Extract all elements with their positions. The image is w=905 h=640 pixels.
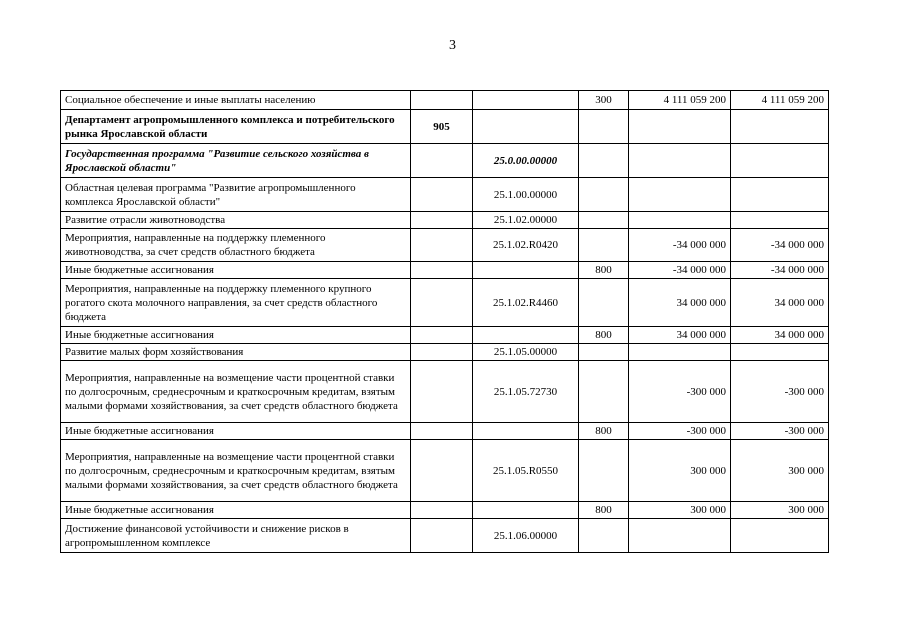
row-sum-2: 300 000 <box>731 440 829 502</box>
table-row <box>61 144 829 178</box>
row-dept-code: 905 <box>411 110 473 144</box>
row-expense-type <box>579 279 629 327</box>
row-expense-type <box>579 344 629 361</box>
row-sum-2: -300 000 <box>731 423 829 440</box>
row-name: Департамент агропромышленного комплекса и потребительского рынка Ярославской области <box>61 110 411 144</box>
row-sum-2 <box>731 110 829 144</box>
row-target-code: 25.1.00.00000 <box>473 178 579 212</box>
row-name: Мероприятия, направленные на возмещение части процентной ставки по долгосрочным, среднесрочным и краткосрочным кредитам, взятым малыми формами хозяйствования, за счет средств областного бюджета <box>61 361 411 423</box>
row-target-code: 25.1.02.R0420 <box>473 229 579 262</box>
row-sum-1: -300 000 <box>629 361 731 423</box>
row-name: Мероприятия, направленные на поддержку племенного животноводства, за счет средств областного бюджета <box>61 229 411 262</box>
row-sum-1: 34 000 000 <box>629 279 731 327</box>
row-sum-1: 34 000 000 <box>629 327 731 344</box>
row-sum-2: 300 000 <box>731 502 829 519</box>
row-sum-2 <box>731 519 829 553</box>
row-sum-2 <box>731 344 829 361</box>
row-name: Мероприятия, направленные на возмещение части процентной ставки по долгосрочным, среднесрочным и краткосрочным кредитам, взятым малыми формами хозяйствования, за счет средств областного бюджета <box>61 440 411 502</box>
table-row <box>61 440 829 502</box>
row-sum-2 <box>731 212 829 229</box>
table-row <box>61 110 829 144</box>
row-expense-type: 800 <box>579 502 629 519</box>
row-name: Мероприятия, направленные на поддержку племенного крупного рогатого скота молочного направления, за счет средств областного бюджета <box>61 279 411 327</box>
page-number: 3 <box>449 38 456 53</box>
row-sum-2: 4 111 059 200 <box>731 91 829 110</box>
row-expense-type <box>579 361 629 423</box>
row-name: Иные бюджетные ассигнования <box>61 262 411 279</box>
row-dept-code <box>411 144 473 178</box>
row-dept-code <box>411 502 473 519</box>
table-row <box>61 327 829 344</box>
row-dept-code <box>411 361 473 423</box>
row-target-code <box>473 423 579 440</box>
row-expense-type <box>579 519 629 553</box>
budget-table <box>60 90 829 553</box>
row-sum-1: -300 000 <box>629 423 731 440</box>
row-sum-1 <box>629 178 731 212</box>
row-sum-1 <box>629 344 731 361</box>
table-row <box>61 361 829 423</box>
row-dept-code <box>411 178 473 212</box>
row-sum-1 <box>629 144 731 178</box>
row-name: Развитие малых форм хозяйствования <box>61 344 411 361</box>
row-dept-code <box>411 344 473 361</box>
row-sum-2: -34 000 000 <box>731 229 829 262</box>
row-sum-1: -34 000 000 <box>629 229 731 262</box>
row-dept-code <box>411 91 473 110</box>
row-dept-code <box>411 327 473 344</box>
table-row <box>61 423 829 440</box>
row-name: Государственная программа "Развитие сельского хозяйства в Ярославской области" <box>61 144 411 178</box>
table-row <box>61 262 829 279</box>
row-target-code <box>473 110 579 144</box>
row-sum-1: 300 000 <box>629 502 731 519</box>
row-target-code: 25.1.05.00000 <box>473 344 579 361</box>
table-row <box>61 91 829 110</box>
table-row <box>61 212 829 229</box>
row-name: Иные бюджетные ассигнования <box>61 502 411 519</box>
row-target-code: 25.1.05.R0550 <box>473 440 579 502</box>
row-target-code: 25.0.00.00000 <box>473 144 579 178</box>
row-sum-1 <box>629 519 731 553</box>
table-row <box>61 178 829 212</box>
row-target-code: 25.1.06.00000 <box>473 519 579 553</box>
row-target-code <box>473 262 579 279</box>
row-name: Социальное обеспечение и иные выплаты населению <box>61 91 411 110</box>
row-dept-code <box>411 519 473 553</box>
row-name: Иные бюджетные ассигнования <box>61 327 411 344</box>
row-dept-code <box>411 262 473 279</box>
row-name: Иные бюджетные ассигнования <box>61 423 411 440</box>
row-expense-type: 300 <box>579 91 629 110</box>
row-sum-2: 34 000 000 <box>731 279 829 327</box>
table-row <box>61 279 829 327</box>
row-dept-code <box>411 279 473 327</box>
row-expense-type: 800 <box>579 327 629 344</box>
row-expense-type: 800 <box>579 262 629 279</box>
row-dept-code <box>411 423 473 440</box>
row-sum-1 <box>629 110 731 144</box>
row-name: Областная целевая программа "Развитие агропромышленного комплекса Ярославской области" <box>61 178 411 212</box>
row-sum-2 <box>731 144 829 178</box>
row-target-code <box>473 502 579 519</box>
row-expense-type <box>579 110 629 144</box>
row-expense-type <box>579 229 629 262</box>
row-name: Достижение финансовой устойчивости и снижение рисков в агропромышленном комплексе <box>61 519 411 553</box>
row-name: Развитие отрасли животноводства <box>61 212 411 229</box>
row-dept-code <box>411 440 473 502</box>
row-sum-1 <box>629 212 731 229</box>
row-target-code: 25.1.05.72730 <box>473 361 579 423</box>
row-target-code: 25.1.02.00000 <box>473 212 579 229</box>
table-row <box>61 229 829 262</box>
row-sum-2: 34 000 000 <box>731 327 829 344</box>
row-expense-type <box>579 178 629 212</box>
row-target-code: 25.1.02.R4460 <box>473 279 579 327</box>
table-row <box>61 519 829 553</box>
row-expense-type <box>579 144 629 178</box>
row-sum-1: 4 111 059 200 <box>629 91 731 110</box>
row-sum-1: 300 000 <box>629 440 731 502</box>
row-sum-1: -34 000 000 <box>629 262 731 279</box>
row-expense-type <box>579 440 629 502</box>
row-dept-code <box>411 229 473 262</box>
row-sum-2 <box>731 178 829 212</box>
row-expense-type <box>579 212 629 229</box>
row-sum-2: -300 000 <box>731 361 829 423</box>
row-sum-2: -34 000 000 <box>731 262 829 279</box>
row-target-code <box>473 91 579 110</box>
table-row <box>61 344 829 361</box>
row-expense-type: 800 <box>579 423 629 440</box>
table-row <box>61 502 829 519</box>
row-target-code <box>473 327 579 344</box>
row-dept-code <box>411 212 473 229</box>
